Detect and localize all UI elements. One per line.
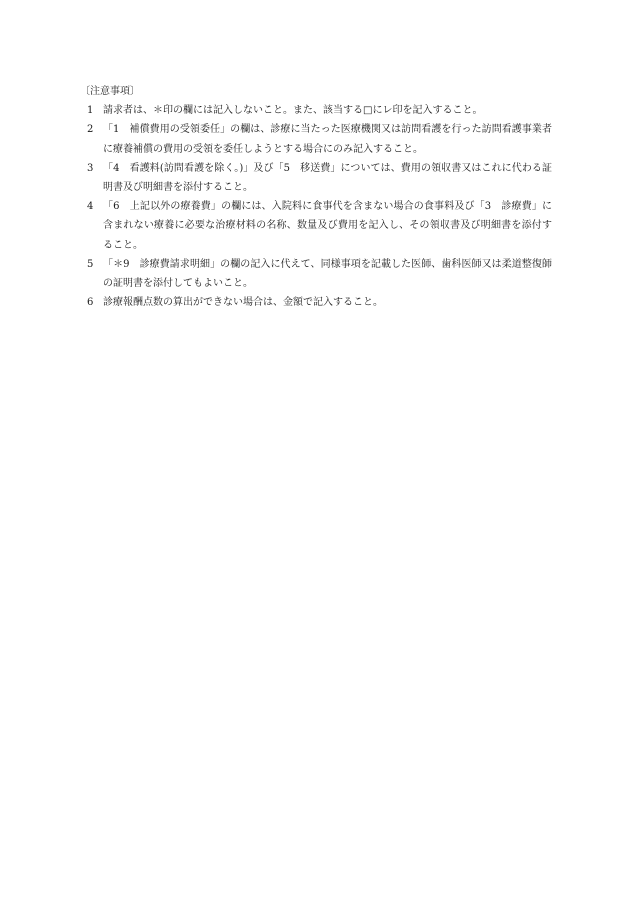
note-item-2 bbox=[80, 120, 552, 158]
note-text: 「＊9 診療費請求明細」の欄の記入に代えて、同様事項を記載した医師、歯科医師又は柔道整復師の証明書を添付してもよいこと。 bbox=[103, 258, 552, 290]
note-text: 「1 補償費用の受領委任」の欄は、診療に当たった医療機関又は訪問看護を行った訪問看護事業者に療養補償の費用の受領を委任しようとする場合にのみ記入すること。 bbox=[103, 124, 552, 155]
note-item-3 bbox=[80, 159, 552, 197]
note-number: 3 bbox=[87, 162, 94, 174]
note-number: 4 bbox=[87, 201, 94, 213]
note-number: 2 bbox=[87, 124, 94, 136]
note-item-1 bbox=[80, 101, 552, 120]
note-text: 「6 上記以外の療養費」の欄には、入院料に食事代を含まない場合の食事料及び「3 診療費」に含まれない療養に必要な治療材料の名称、数量及び費用を記入し、その領収書及び明細書を添付すること。 bbox=[103, 201, 552, 251]
note-text: 診療報酬点数の算出ができない場合は、金額で記入すること。 bbox=[103, 297, 383, 309]
note-item-6 bbox=[80, 293, 552, 312]
note-number: 1 bbox=[87, 105, 94, 117]
note-text: 請求者は、＊印の欄には記入しないこと。また、該当する□にレ印を記入すること。 bbox=[103, 105, 483, 117]
note-text: 「4 看護料(訪問看護を除く。)」及び「5 移送費」については、費用の領収書又はこれに代わる証明書及び明細書を添付すること。 bbox=[103, 162, 552, 194]
note-item-4 bbox=[80, 197, 552, 255]
notes-heading: 〔注意事項〕 bbox=[80, 86, 140, 97]
note-number: 6 bbox=[87, 297, 94, 309]
notes-section bbox=[80, 82, 552, 312]
note-number: 5 bbox=[87, 258, 94, 270]
note-item-5 bbox=[80, 255, 552, 293]
